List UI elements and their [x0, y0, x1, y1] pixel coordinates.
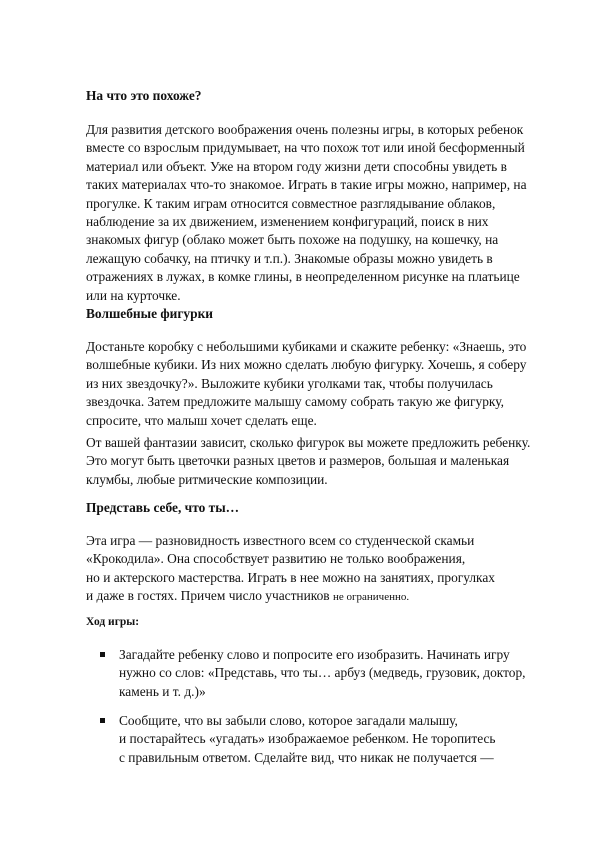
text-line: или на курточке.: [86, 287, 181, 303]
text-line: с правильным ответом. Сделайте вид, что никак не получается —: [119, 749, 494, 765]
paragraph-imagination-games: [86, 121, 526, 305]
paragraph-fantasy: [86, 434, 531, 489]
text-line: вместе со взрослым придумывает, на что похож тот или иной бесформенный: [86, 140, 525, 156]
text-line: Достаньте коробку с небольшими кубиками и скажите ребенку: «Знаешь, это: [86, 339, 527, 354]
section-title-imagine-you-are: Представь себе, что ты…: [86, 500, 240, 515]
text-line: отражениях в лужах, в комке глины, в неопределенном рисунке на платьице: [86, 269, 520, 285]
text-fragment-small: не ограниченно.: [332, 591, 410, 604]
list-item: [100, 646, 540, 706]
text-line: нужно со слов: «Представь, что ты… арбуз (медведь, грузовик, доктор,: [119, 665, 526, 681]
text-line: наблюдение за их движением, изменением конфигураций, поиск в них: [86, 213, 489, 229]
text-line: Эта игра — разновидность известного всем со студенческой скамьи: [86, 533, 475, 548]
text-line: звездочка. Затем предложите малышу самому собрать такую же фигурку,: [86, 394, 504, 410]
section-title-what-it-looks-like: На что это похоже?: [86, 88, 202, 103]
text-line: «Крокодила». Она способствует развитию не только воображения,: [86, 551, 466, 567]
text-line: волшебные кубики. Из них можно сделать любую фигурку. Хочешь, я соберу: [86, 357, 527, 373]
text-line: знакомых фигур (облако может быть похоже на подушку, на кошечку, на: [86, 232, 499, 248]
text-line: Это могут быть цветочки разных цветов и размеров, большая и маленькая: [86, 453, 510, 469]
text-line: и постарайтесь «угадать» изображаемое ребенком. Не торопитесь: [119, 731, 496, 747]
square-bullet-icon: [100, 652, 105, 657]
section-title-magic-figures: Волшебные фигурки: [86, 306, 214, 321]
text-line: Загадайте ребенку слово и попросите его изобразить. Начинать игру: [119, 647, 510, 662]
paragraph-magic-cubes: [86, 338, 526, 430]
text-line: материал или объект. Уже на втором году жизни дети способны увидеть в: [86, 158, 507, 174]
course-of-game-label: Ход игры:: [86, 616, 140, 628]
text-fragment: и даже в гостях. Причем число участников: [86, 588, 330, 604]
text-line: прогулке. К таким играм относится совместное разглядывание облаков,: [86, 195, 496, 211]
text-line: из них звездочку?». Выложите кубики уголками так, чтобы получилась: [86, 375, 493, 391]
list-item: [100, 712, 540, 772]
square-bullet-icon: [100, 718, 105, 723]
text-line: Сообщите, что вы забыли слово, которое загадали малышу,: [119, 713, 458, 728]
text-line: От вашей фантазии зависит, сколько фигурок вы можете предложить ребенку.: [86, 435, 531, 450]
text-line: камень и т. д.)»: [119, 683, 206, 699]
text-line: клумбы, любые ритмические композиции.: [86, 471, 328, 487]
list-item-text: [119, 712, 539, 767]
text-line: [86, 587, 526, 605]
list-item-text: [119, 646, 539, 701]
text-line: таких материалах что-то знакомое. Играть в такие игры можно, например, на: [86, 177, 527, 193]
text-line: спросите, что малыш хочет сделать еще.: [86, 412, 317, 428]
text-line: лежащую собачку, на птичку и т.п.). Знакомые образы можно увидеть в: [86, 250, 493, 266]
paragraph-crocodile-game: [86, 532, 526, 606]
text-line: но и актерского мастерства. Играть в нее можно на занятиях, прогулках: [86, 569, 495, 585]
text-line: Для развития детского воображения очень полезны игры, в которых ребенок: [86, 122, 524, 137]
